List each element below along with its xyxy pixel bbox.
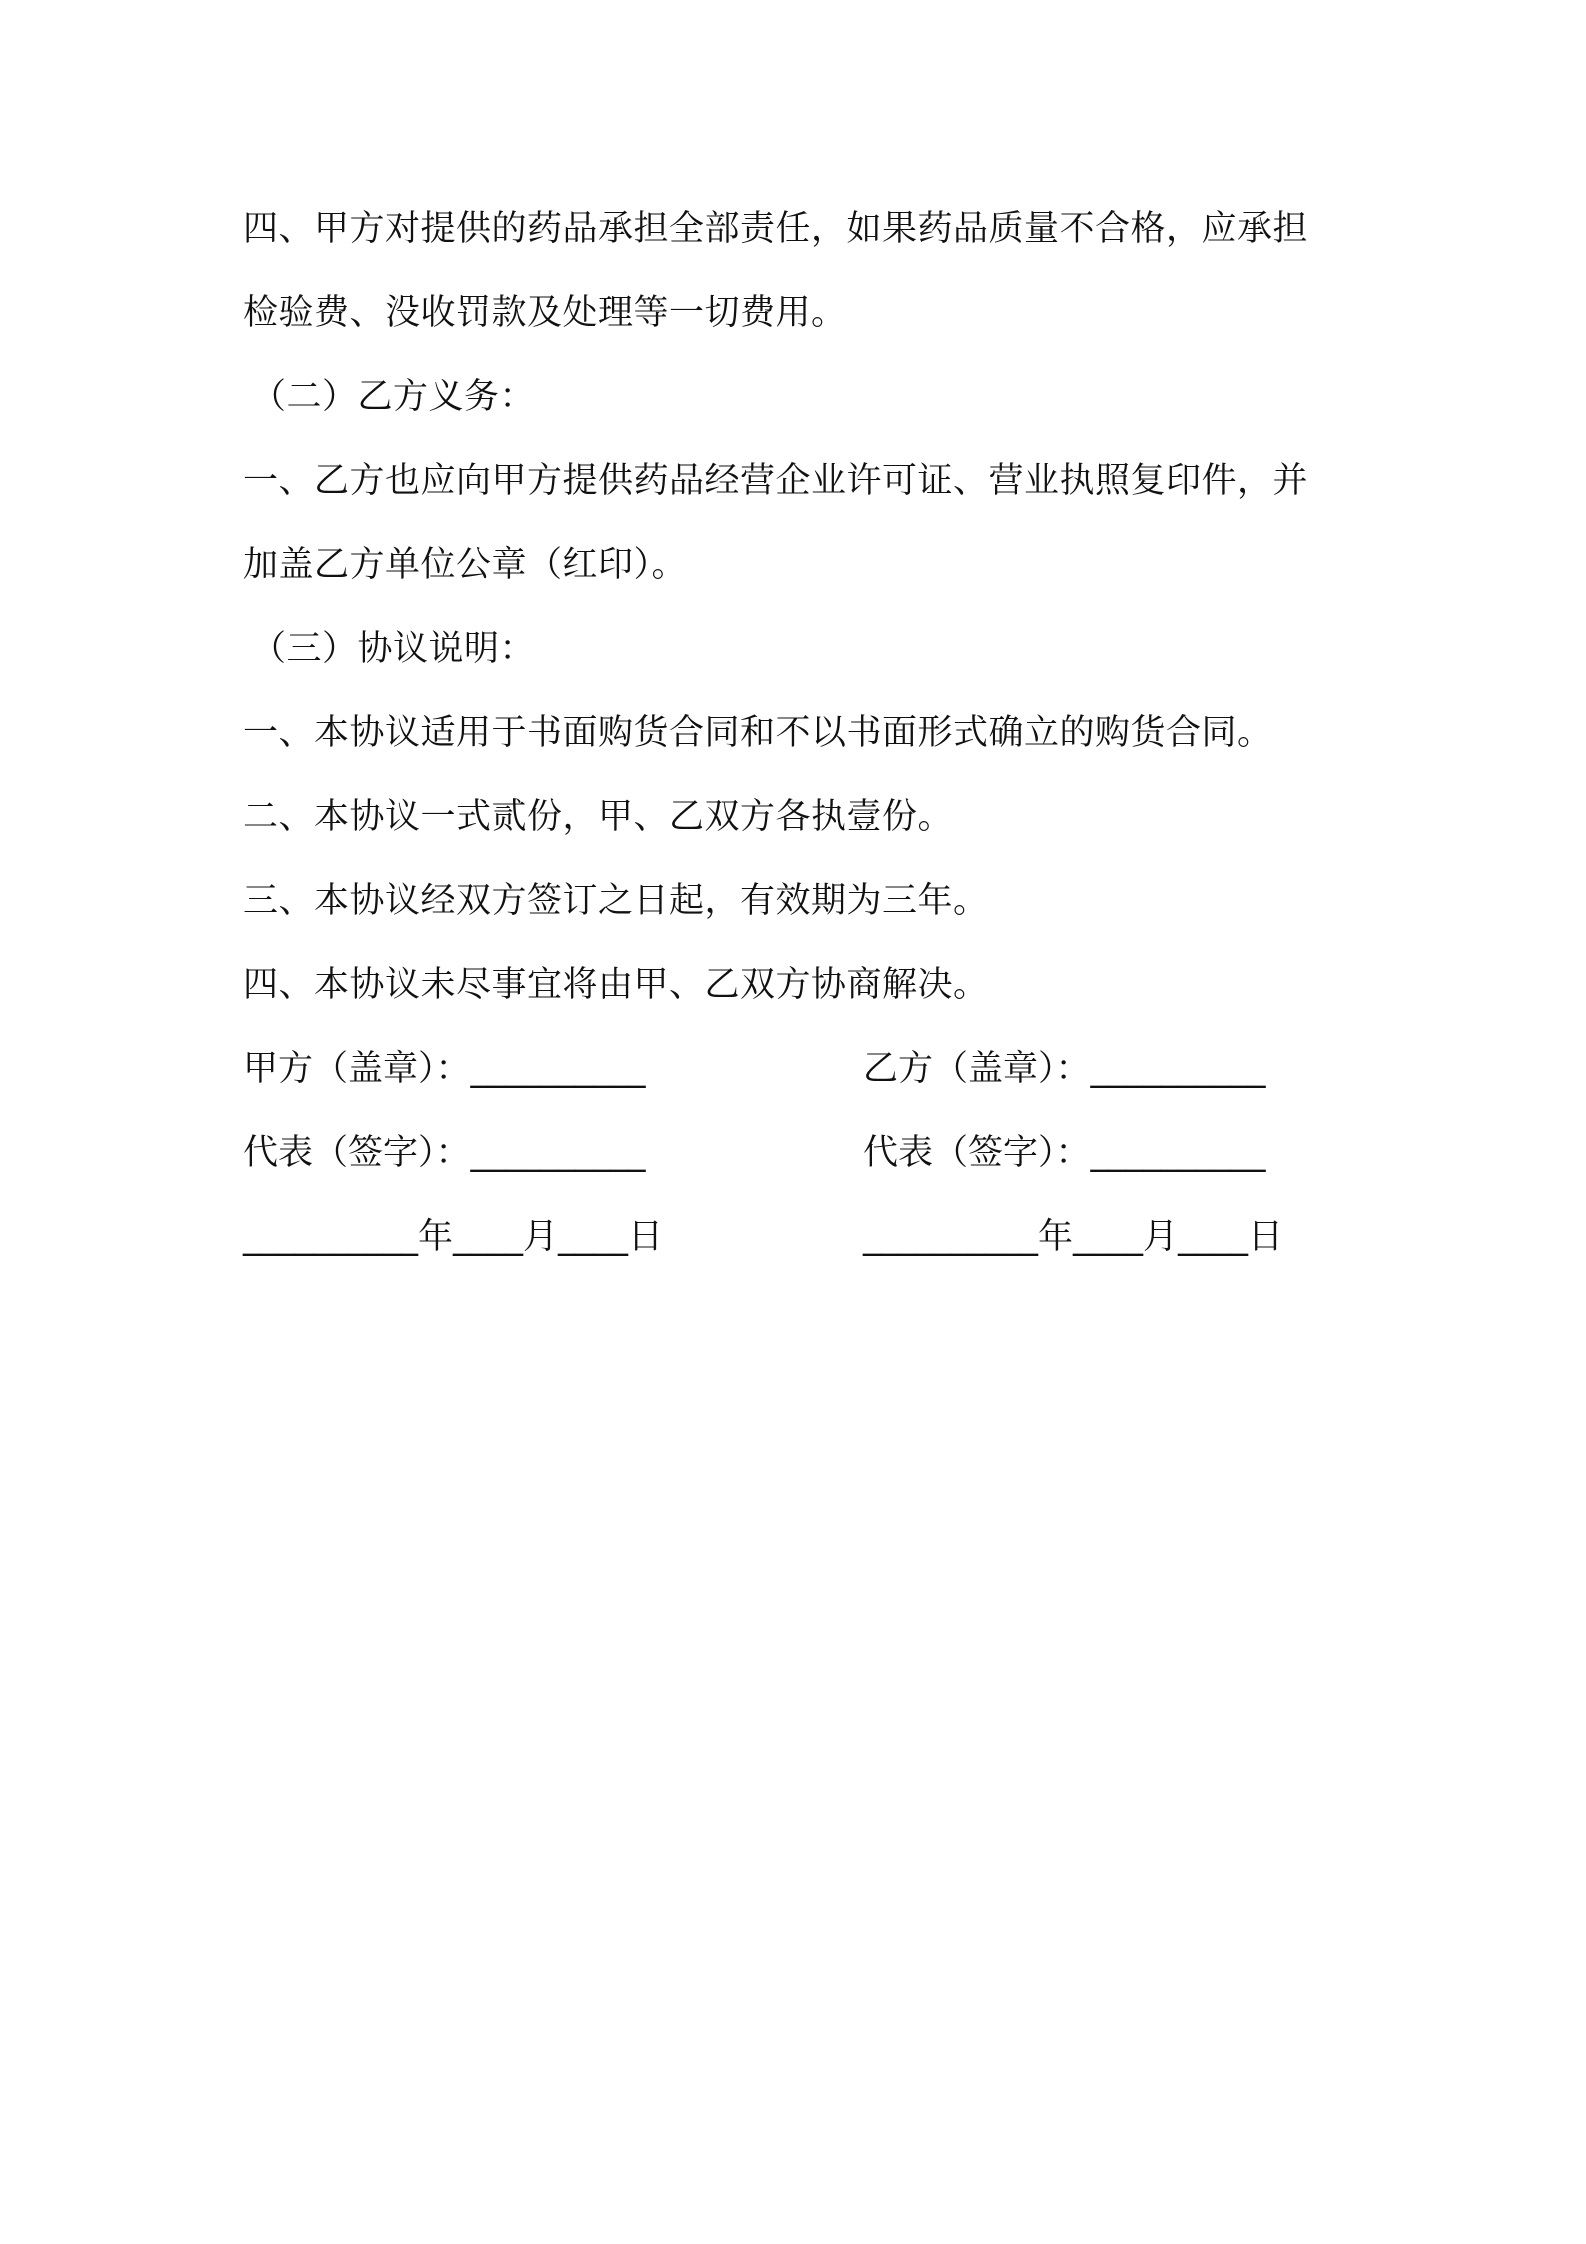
party-a-date-field: __________年____月____日 — [243, 1217, 664, 1257]
section-heading-agreement-notes: （三）协议说明： — [251, 629, 536, 669]
signature-row-date — [243, 1195, 1363, 1279]
clause-line: 一、乙方也应向甲方提供药品经营企业许可证、营业执照复印件，并 — [243, 461, 1309, 501]
clause-notes-1: 一、本协议适用于书面购货合同和不以书面形式确立的购货合同。 — [243, 713, 1273, 753]
clause-notes-4: 四、本协议未尽事宜将由甲、乙双方协商解决。 — [243, 965, 989, 1005]
clause-notes-3: 三、本协议经双方签订之日起，有效期为三年。 — [243, 881, 989, 921]
clause-party-b-1 — [243, 439, 1363, 607]
party-a-representative-field: 代表（签字）：__________ — [243, 1133, 646, 1173]
signature-row-seal — [243, 1027, 1363, 1111]
party-a-seal-field: 甲方（盖章）：__________ — [243, 1049, 646, 1089]
clause-line: 四、甲方对提供的药品承担全部责任，如果药品质量不合格，应承担 — [243, 209, 1309, 249]
signature-row-representative — [243, 1111, 1363, 1195]
party-b-representative-field: 代表（签字）：__________ — [863, 1133, 1266, 1173]
section-heading-party-b-obligations: （二）乙方义务： — [251, 377, 536, 417]
party-b-seal-field: 乙方（盖章）：__________ — [863, 1049, 1266, 1089]
clause-notes-2: 二、本协议一式贰份，甲、乙双方各执壹份。 — [243, 797, 954, 837]
clause-party-a-4 — [243, 187, 1363, 355]
party-b-date-field: __________年____月____日 — [863, 1217, 1284, 1257]
clause-line: 检验费、没收罚款及处理等一切费用。 — [243, 293, 847, 333]
clause-line: 加盖乙方单位公章（红印）。 — [243, 545, 688, 585]
